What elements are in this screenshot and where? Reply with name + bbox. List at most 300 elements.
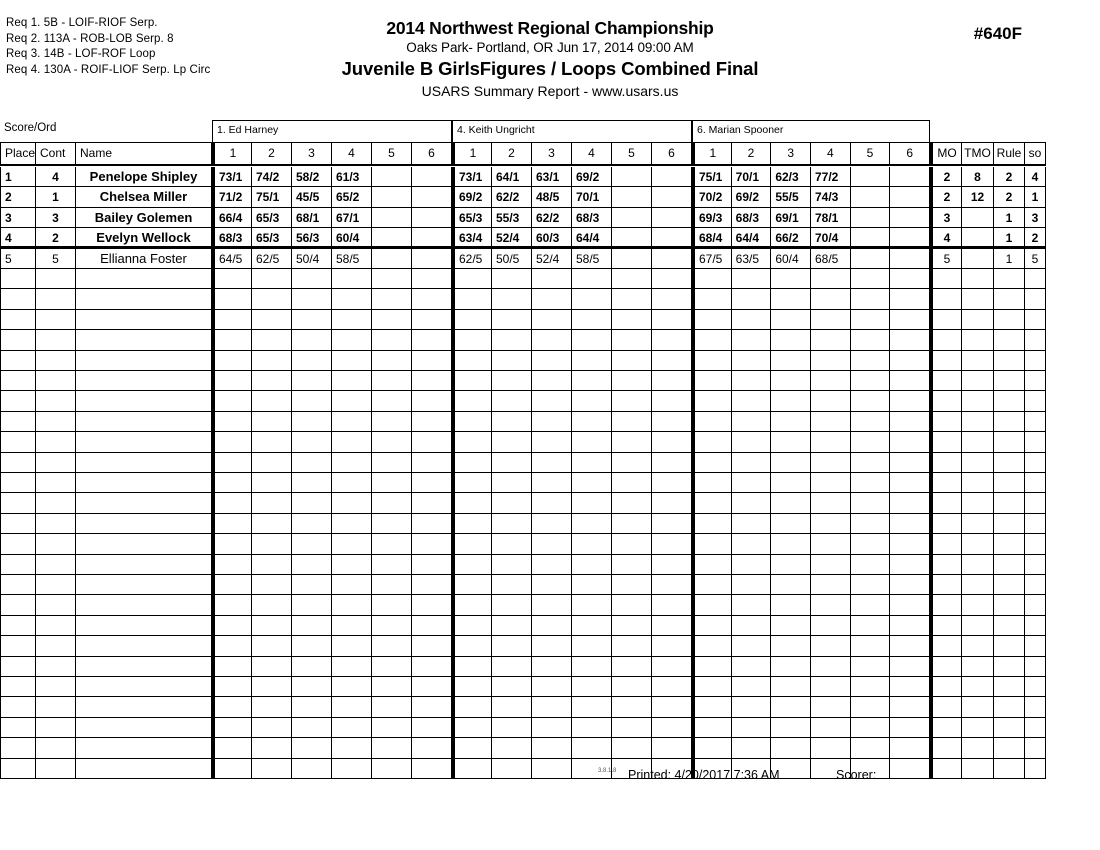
- cell-judge1-fig3: [292, 677, 332, 697]
- cell-cont: [36, 269, 76, 289]
- cell-judge3-fig5: [851, 187, 891, 207]
- column-header-mo-label: MO: [937, 146, 957, 160]
- cell-judge2-fig1: [452, 391, 492, 411]
- cell-judge1-fig6: [412, 575, 452, 595]
- cell-judge1-fig1: [212, 453, 252, 473]
- cell-name: [76, 493, 212, 513]
- cell-judge1-fig5: [372, 534, 412, 554]
- column-header-judge3-fig6-label: 6: [906, 146, 913, 160]
- cell-judge2-fig6: [652, 718, 692, 738]
- cell-judge1-fig4: [332, 473, 372, 493]
- cell-judge1-fig1: [212, 575, 252, 595]
- cell-judge3-fig1: [692, 514, 732, 534]
- cell-judge3-fig2: [732, 310, 772, 330]
- cell-judge1-fig5: [372, 371, 412, 391]
- judge-panel-1: 1. Ed Harney: [212, 120, 452, 142]
- cell-judge2-fig1: [452, 575, 492, 595]
- cell-mo: [930, 453, 962, 473]
- cell-rule-label: 1: [1005, 231, 1013, 246]
- cell-judge1-fig4-label: 61/3: [336, 170, 360, 184]
- cell-judge1-fig5: [372, 636, 412, 656]
- cell-name: [76, 616, 212, 636]
- cell-name-label: Chelsea Miller: [99, 189, 188, 205]
- cell-place-label: 4: [5, 231, 12, 246]
- cell-place-label: 3: [5, 210, 12, 225]
- cell-judge3-fig3: [771, 310, 811, 330]
- cell-judge3-fig3: [771, 595, 811, 615]
- cell-judge2-fig4: [572, 575, 612, 595]
- cell-place: [0, 514, 36, 534]
- cell-judge1-fig2: [252, 555, 292, 575]
- cell-judge1-fig1: [212, 616, 252, 636]
- cell-judge1-fig5: [372, 167, 412, 187]
- cell-tmo: [962, 310, 994, 330]
- cell-judge2-fig5: [612, 493, 652, 513]
- column-header-judge3-fig6: [890, 142, 930, 165]
- cell-judge1-fig6: [412, 718, 452, 738]
- cell-judge3-fig6: [890, 534, 930, 554]
- cell-judge2-fig1-label: 69/2: [459, 190, 483, 205]
- cell-judge3-fig4: [811, 718, 851, 738]
- cell-tmo: [962, 391, 994, 411]
- cell-judge2-fig1-label: 73/1: [459, 170, 483, 184]
- competition-title: 2014 Northwest Regional Championship: [386, 18, 714, 38]
- cell-judge1-fig5: [372, 391, 412, 411]
- cell-so: [1025, 575, 1046, 595]
- cell-judge2-fig1: [452, 677, 492, 697]
- cell-rule: [994, 412, 1025, 432]
- cell-judge1-fig2-label: 65/3: [256, 210, 280, 225]
- cell-judge3-fig5: [851, 555, 891, 575]
- cell-judge3-fig1: [692, 493, 732, 513]
- cell-judge3-fig5: [851, 371, 891, 391]
- cell-rule: [994, 575, 1025, 595]
- cell-judge2-fig2-label: 55/3: [496, 210, 520, 225]
- cell-judge1-fig3: [292, 718, 332, 738]
- cell-judge2-fig4: [572, 249, 612, 269]
- cell-judge3-fig3: [771, 269, 811, 289]
- cell-judge2-fig4: [572, 330, 612, 350]
- column-header-judge3-fig4-label: 4: [826, 146, 834, 160]
- cell-judge3-fig4-label: 78/1: [815, 210, 839, 225]
- cell-judge1-fig1: [212, 310, 252, 330]
- cell-rule: [994, 738, 1025, 758]
- cell-judge3-fig3: [771, 187, 811, 207]
- cell-tmo: [962, 249, 994, 269]
- cell-judge2-fig6: [652, 514, 692, 534]
- cell-cont: [36, 534, 76, 554]
- cell-judge1-fig5: [372, 575, 412, 595]
- cell-judge1-fig5: [372, 555, 412, 575]
- cell-judge2-fig3: [532, 616, 572, 636]
- cell-judge3-fig4: [811, 208, 851, 228]
- cell-judge2-fig6: [652, 575, 692, 595]
- cell-judge3-fig2-label: 70/1: [735, 170, 760, 184]
- cell-name: [76, 269, 212, 289]
- cell-judge2-fig2: [492, 738, 532, 758]
- cell-judge3-fig5: [851, 351, 891, 371]
- column-header-judge3-fig1: [692, 142, 732, 165]
- cell-judge3-fig6: [890, 473, 930, 493]
- cell-judge1-fig5: [372, 738, 412, 758]
- cell-judge3-fig2: [732, 555, 772, 575]
- cell-judge2-fig6: [652, 371, 692, 391]
- cell-judge1-fig5: [372, 269, 412, 289]
- cell-mo: [930, 738, 962, 758]
- cell-name: [76, 371, 212, 391]
- cell-judge2-fig3: [532, 657, 572, 677]
- cell-judge3-fig3-label: 55/5: [775, 190, 799, 205]
- cell-judge1-fig6: [412, 473, 452, 493]
- cell-judge1-fig6: [412, 167, 452, 187]
- cell-name: [76, 697, 212, 717]
- cell-judge2-fig5: [612, 187, 652, 207]
- cell-rule: [994, 310, 1025, 330]
- cell-rule: [994, 391, 1025, 411]
- cell-judge1-fig5: [372, 330, 412, 350]
- cell-judge3-fig1: [692, 330, 732, 350]
- cell-judge1-fig4: [332, 657, 372, 677]
- cell-judge2-fig4: [572, 167, 612, 187]
- cell-judge1-fig2: [252, 310, 292, 330]
- cell-judge3-fig4-label: 74/3: [815, 190, 839, 205]
- cell-judge3-fig3: [771, 493, 811, 513]
- cell-judge2-fig2: [492, 718, 532, 738]
- cell-judge2-fig6: [652, 453, 692, 473]
- column-header-judge2-fig5: [612, 142, 652, 165]
- column-header-judge1-fig6-label: 6: [428, 146, 435, 160]
- cell-judge2-fig6: [652, 493, 692, 513]
- cell-judge2-fig6: [652, 432, 692, 452]
- cell-mo: [930, 657, 962, 677]
- cell-place: [0, 330, 36, 350]
- cell-cont: [36, 555, 76, 575]
- cell-judge1-fig4: [332, 534, 372, 554]
- cell-judge1-fig3-label: 45/5: [296, 190, 320, 205]
- cell-place: [0, 616, 36, 636]
- cell-judge1-fig1-label: 68/3: [219, 231, 243, 246]
- cell-so: [1025, 167, 1046, 187]
- column-header-judge1-fig2-label: 2: [268, 146, 275, 160]
- cell-cont-label: 1: [52, 190, 59, 205]
- cell-judge2-fig6: [652, 167, 692, 187]
- cell-judge2-fig2-label: 62/2: [496, 190, 520, 205]
- column-header-judge1-fig5: [372, 142, 412, 165]
- cell-judge2-fig3-label: 63/1: [536, 170, 560, 184]
- cell-judge1-fig5: [372, 310, 412, 330]
- cell-mo-label: 5: [943, 251, 951, 266]
- column-header-judge3-fig2: [732, 142, 772, 165]
- cell-tmo: [962, 228, 994, 248]
- cell-judge2-fig3: [532, 493, 572, 513]
- cell-rule: [994, 289, 1025, 309]
- cell-judge2-fig1: [452, 371, 492, 391]
- cell-judge3-fig1: [692, 187, 732, 207]
- cell-judge1-fig4-label: 67/1: [336, 210, 360, 225]
- cell-mo: [930, 697, 962, 717]
- cell-judge2-fig5: [612, 697, 652, 717]
- cell-judge2-fig4-label: 70/1: [576, 190, 600, 205]
- cell-place: [0, 473, 36, 493]
- cell-judge1-fig2: [252, 636, 292, 656]
- cell-judge1-fig1: [212, 269, 252, 289]
- cell-judge1-fig1: [212, 534, 252, 554]
- cell-place: [0, 677, 36, 697]
- cell-place: [0, 595, 36, 615]
- cell-judge3-fig5: [851, 330, 891, 350]
- cell-rule: [994, 697, 1025, 717]
- cell-tmo: [962, 493, 994, 513]
- cell-judge3-fig3-label: 62/3: [775, 170, 799, 184]
- cell-cont: [36, 493, 76, 513]
- cell-rule: [994, 636, 1025, 656]
- column-header-rule: [994, 142, 1025, 165]
- cell-judge2-fig5: [612, 412, 652, 432]
- cell-judge2-fig2: [492, 595, 532, 615]
- column-header-judge2-fig3-label: 3: [548, 146, 555, 160]
- cell-judge1-fig4: [332, 555, 372, 575]
- cell-judge1-fig6: [412, 595, 452, 615]
- cell-name: [76, 534, 212, 554]
- cell-judge3-fig3: [771, 228, 811, 248]
- cell-so: [1025, 718, 1046, 738]
- cell-rule: [994, 473, 1025, 493]
- cell-judge3-fig2: [732, 269, 772, 289]
- column-header-judge3-fig5: [851, 142, 891, 165]
- cell-judge2-fig5: [612, 636, 652, 656]
- cell-cont: [36, 330, 76, 350]
- cell-judge2-fig2: [492, 514, 532, 534]
- cell-judge3-fig4: [811, 249, 851, 269]
- cell-judge3-fig6: [890, 228, 930, 248]
- cell-judge1-fig6: [412, 697, 452, 717]
- cell-mo: [930, 534, 962, 554]
- cell-judge2-fig4: [572, 493, 612, 513]
- cell-name: [76, 738, 212, 758]
- cell-judge2-fig4: [572, 616, 612, 636]
- cell-judge1-fig4: [332, 208, 372, 228]
- cell-judge2-fig2-label: 50/5: [496, 251, 520, 266]
- cell-cont: [36, 208, 76, 228]
- cell-judge1-fig5: [372, 473, 412, 493]
- cell-judge1-fig2: [252, 432, 292, 452]
- cell-judge1-fig2: [252, 228, 292, 248]
- cell-judge1-fig6: [412, 636, 452, 656]
- cell-judge3-fig1: [692, 269, 732, 289]
- cell-judge1-fig5: [372, 493, 412, 513]
- cell-tmo: [962, 330, 994, 350]
- cell-judge3-fig3: [771, 677, 811, 697]
- cell-judge1-fig3: [292, 391, 332, 411]
- cell-judge1-fig2: [252, 616, 292, 636]
- cell-judge2-fig4: [572, 453, 612, 473]
- cell-judge2-fig5: [612, 616, 652, 636]
- cell-judge1-fig5: [372, 616, 412, 636]
- cell-judge1-fig4: [332, 677, 372, 697]
- cell-judge3-fig3: [771, 249, 811, 269]
- cell-so: [1025, 677, 1046, 697]
- cell-judge3-fig2: [732, 391, 772, 411]
- cell-place: [0, 575, 36, 595]
- cell-judge1-fig5: [372, 432, 412, 452]
- cell-rule: [994, 453, 1025, 473]
- cell-judge3-fig1-label: 70/2: [699, 190, 723, 205]
- cell-judge3-fig6: [890, 187, 930, 207]
- cell-judge2-fig6: [652, 228, 692, 248]
- column-header-tmo: [962, 142, 994, 165]
- cell-judge2-fig2: [492, 493, 532, 513]
- cell-judge1-fig1: [212, 391, 252, 411]
- requirements-list: [6, 16, 210, 78]
- cell-judge3-fig6: [890, 371, 930, 391]
- cell-judge2-fig6: [652, 657, 692, 677]
- cell-rule-label: 1: [1005, 251, 1013, 266]
- cell-judge1-fig5: [372, 697, 412, 717]
- cell-judge3-fig4: [811, 269, 851, 289]
- cell-judge1-fig2: [252, 330, 292, 350]
- cell-so: [1025, 208, 1046, 228]
- cell-judge3-fig6: [890, 453, 930, 473]
- cell-mo-label: 4: [943, 231, 951, 246]
- cell-name-label: Bailey Golemen: [94, 209, 193, 225]
- column-header-judge1-fig1-label: 1: [229, 146, 237, 160]
- cell-judge1-fig4: [332, 636, 372, 656]
- cell-judge1-fig2-label: 62/5: [256, 251, 280, 266]
- cell-judge2-fig2: [492, 371, 532, 391]
- cell-judge3-fig4: [811, 534, 851, 554]
- cell-judge2-fig3: [532, 187, 572, 207]
- cell-tmo: [962, 595, 994, 615]
- cell-mo: [930, 269, 962, 289]
- cell-judge3-fig1: [692, 289, 732, 309]
- cell-judge3-fig3: [771, 351, 811, 371]
- cell-judge1-fig5: [372, 228, 412, 248]
- judge-panel-3: 6. Marian Spooner: [692, 120, 930, 142]
- cell-judge2-fig2: [492, 636, 532, 656]
- cell-judge3-fig1: [692, 718, 732, 738]
- cell-judge3-fig2: [732, 657, 772, 677]
- cell-judge1-fig2: [252, 412, 292, 432]
- cell-judge3-fig5: [851, 412, 891, 432]
- cell-cont-label: 3: [52, 210, 59, 225]
- cell-judge2-fig5: [612, 310, 652, 330]
- cell-judge3-fig2: [732, 514, 772, 534]
- cell-judge2-fig1: [452, 657, 492, 677]
- cell-name: [76, 657, 212, 677]
- cell-judge3-fig2: [732, 351, 772, 371]
- cell-so-label: 3: [1031, 210, 1039, 225]
- cell-judge2-fig1: [452, 453, 492, 473]
- cell-judge1-fig5: [372, 677, 412, 697]
- cell-judge3-fig1: [692, 167, 732, 187]
- cell-judge1-fig3: [292, 167, 332, 187]
- cell-judge1-fig6: [412, 432, 452, 452]
- column-header-judge1-fig3: [292, 142, 332, 165]
- cell-place: [0, 187, 36, 207]
- cell-judge2-fig5: [612, 595, 652, 615]
- cell-name-label: Penelope Shipley: [89, 169, 198, 184]
- cell-mo: [930, 330, 962, 350]
- cell-judge2-fig3: [532, 391, 572, 411]
- cell-judge1-fig6: [412, 453, 452, 473]
- cell-judge1-fig6: [412, 371, 452, 391]
- cell-judge1-fig3: [292, 371, 332, 391]
- cell-tmo: [962, 636, 994, 656]
- cell-judge3-fig1-label: 69/3: [699, 210, 723, 225]
- cell-judge1-fig2: [252, 187, 292, 207]
- cell-judge3-fig6: [890, 391, 930, 411]
- cell-place: [0, 555, 36, 575]
- cell-name: [76, 412, 212, 432]
- cell-cont: [36, 677, 76, 697]
- cell-rule: [994, 555, 1025, 575]
- column-header-place-label: Place: [5, 146, 36, 160]
- cell-judge3-fig1: [692, 555, 732, 575]
- cell-judge3-fig1: [692, 697, 732, 717]
- cell-judge3-fig5: [851, 534, 891, 554]
- cell-judge3-fig3: [771, 697, 811, 717]
- cell-place: [0, 371, 36, 391]
- cell-tmo: [962, 208, 994, 228]
- column-header-cont: [36, 142, 76, 165]
- cell-judge3-fig5: [851, 697, 891, 717]
- cell-judge3-fig1: [692, 249, 732, 269]
- cell-rule: [994, 616, 1025, 636]
- venue-datetime: Oaks Park- Portland, OR Jun 17, 2014 09:00 AM: [406, 40, 694, 55]
- cell-judge3-fig6: [890, 616, 930, 636]
- cell-judge3-fig6: [890, 493, 930, 513]
- cell-judge3-fig1: [692, 677, 732, 697]
- cell-judge2-fig5: [612, 330, 652, 350]
- cell-judge2-fig4: [572, 697, 612, 717]
- cell-rule: [994, 167, 1025, 187]
- cell-judge3-fig2: [732, 677, 772, 697]
- cell-judge1-fig5: [372, 412, 412, 432]
- cell-judge2-fig3: [532, 677, 572, 697]
- cell-judge2-fig4: [572, 738, 612, 758]
- cell-judge1-fig1: [212, 514, 252, 534]
- cell-judge3-fig3: [771, 514, 811, 534]
- cell-so: [1025, 595, 1046, 615]
- cell-name: [76, 167, 212, 187]
- cell-rule: [994, 677, 1025, 697]
- cell-judge2-fig5: [612, 371, 652, 391]
- cell-judge1-fig4: [332, 269, 372, 289]
- cell-judge3-fig6: [890, 738, 930, 758]
- cell-judge3-fig1: [692, 310, 732, 330]
- cell-judge1-fig6: [412, 228, 452, 248]
- cell-judge2-fig1: [452, 697, 492, 717]
- cell-judge3-fig5: [851, 432, 891, 452]
- cell-judge3-fig2: [732, 167, 772, 187]
- column-header-judge2-fig1: [452, 142, 492, 165]
- cell-judge3-fig5: [851, 289, 891, 309]
- cell-rule: [994, 228, 1025, 248]
- cell-judge2-fig6: [652, 310, 692, 330]
- column-header-judge3-fig4: [811, 142, 851, 165]
- cell-judge2-fig5: [612, 432, 652, 452]
- column-header-judge2-fig2: [492, 142, 532, 165]
- cell-judge2-fig4: [572, 412, 612, 432]
- cell-place: [0, 432, 36, 452]
- cell-judge3-fig1: [692, 208, 732, 228]
- cell-judge1-fig4: [332, 330, 372, 350]
- cell-judge3-fig5: [851, 269, 891, 289]
- column-header-judge3-fig2-label: 2: [747, 146, 755, 160]
- cell-judge1-fig5: [372, 289, 412, 309]
- cell-judge1-fig2: [252, 738, 292, 758]
- printed-timestamp: Printed: 4/20/2017 7:36 AM: [628, 768, 780, 782]
